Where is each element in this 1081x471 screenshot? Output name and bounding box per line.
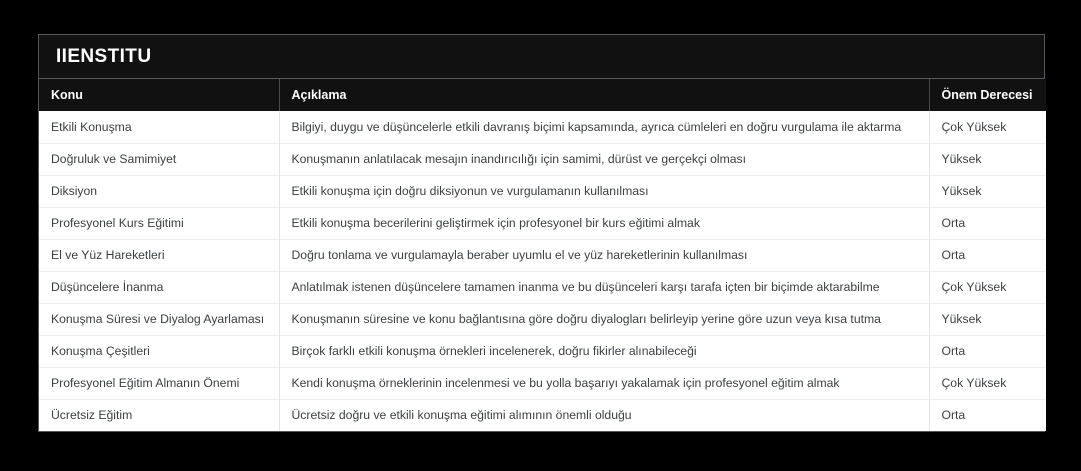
cell-aciklama: Etkili konuşma için doğru diksiyonun ve vurgulamanın kullanılması <box>279 175 929 207</box>
cell-aciklama: Anlatılmak istenen düşüncelere tamamen inanma ve bu düşünceleri karşı tarafa içten bir biçimde aktarabilme <box>279 271 929 303</box>
table-row <box>39 143 1046 175</box>
cell-konu: Diksiyon <box>39 175 279 207</box>
cell-aciklama: Kendi konuşma örneklerinin incelenmesi ve bu yolla başarıyı yakalamak için profesyonel eğitim almak <box>279 367 929 399</box>
cell-aciklama: Birçok farklı etkili konuşma örnekleri incelenerek, doğru fikirler alınabileceği <box>279 335 929 367</box>
table-header-row <box>39 79 1046 111</box>
column-header-konu[interactable]: Konu <box>39 79 279 111</box>
cell-onem: Yüksek <box>929 175 1046 207</box>
table-row <box>39 335 1046 367</box>
cell-konu: Ücretsiz Eğitim <box>39 399 279 431</box>
cell-onem: Orta <box>929 399 1046 431</box>
brand-header <box>39 35 1044 79</box>
cell-onem: Çok Yüksek <box>929 367 1046 399</box>
cell-aciklama: Konuşmanın anlatılacak mesajın inandırıcılığı için samimi, dürüst ve gerçekçi olması <box>279 143 929 175</box>
cell-aciklama: Ücretsiz doğru ve etkili konuşma eğitimi alımının önemli olduğu <box>279 399 929 431</box>
cell-onem: Çok Yüksek <box>929 271 1046 303</box>
table-row <box>39 111 1046 143</box>
cell-konu: Profesyonel Kurs Eğitimi <box>39 207 279 239</box>
cell-onem: Yüksek <box>929 303 1046 335</box>
table-row <box>39 303 1046 335</box>
column-header-aciklama[interactable]: Açıklama <box>279 79 929 111</box>
cell-aciklama: Konuşmanın süresine ve konu bağlantısına göre doğru diyalogları belirleyip yerine göre uzun veya kısa tutma <box>279 303 929 335</box>
cell-onem: Orta <box>929 207 1046 239</box>
cell-onem: Orta <box>929 335 1046 367</box>
table-row <box>39 399 1046 431</box>
cell-aciklama: Doğru tonlama ve vurgulamayla beraber uyumlu el ve yüz hareketlerinin kullanılması <box>279 239 929 271</box>
table-row <box>39 239 1046 271</box>
cell-konu: Konuşma Çeşitleri <box>39 335 279 367</box>
cell-konu: Profesyonel Eğitim Almanın Önemi <box>39 367 279 399</box>
brand-logo-text: IIENSTITU <box>56 45 152 67</box>
cell-onem: Yüksek <box>929 143 1046 175</box>
table-row <box>39 207 1046 239</box>
speech-topics-table <box>39 79 1046 431</box>
table-body <box>39 111 1046 431</box>
table-header <box>39 79 1046 111</box>
cell-konu: Konuşma Süresi ve Diyalog Ayarlaması <box>39 303 279 335</box>
column-header-onem-derecesi[interactable]: Önem Derecesi <box>929 79 1046 111</box>
table-row <box>39 175 1046 207</box>
cell-onem: Çok Yüksek <box>929 111 1046 143</box>
table-row <box>39 271 1046 303</box>
table-row <box>39 367 1046 399</box>
info-table-card <box>38 34 1045 432</box>
cell-konu: Doğruluk ve Samimiyet <box>39 143 279 175</box>
cell-konu: Düşüncelere İnanma <box>39 271 279 303</box>
cell-onem: Orta <box>929 239 1046 271</box>
cell-aciklama: Etkili konuşma becerilerini geliştirmek için profesyonel bir kurs eğitimi almak <box>279 207 929 239</box>
cell-konu: Etkili Konuşma <box>39 111 279 143</box>
cell-aciklama: Bilgiyi, duygu ve düşüncelerle etkili davranış biçimi kapsamında, ayrıca cümleleri en doğru vurgulama ile aktarma <box>279 111 929 143</box>
cell-konu: El ve Yüz Hareketleri <box>39 239 279 271</box>
